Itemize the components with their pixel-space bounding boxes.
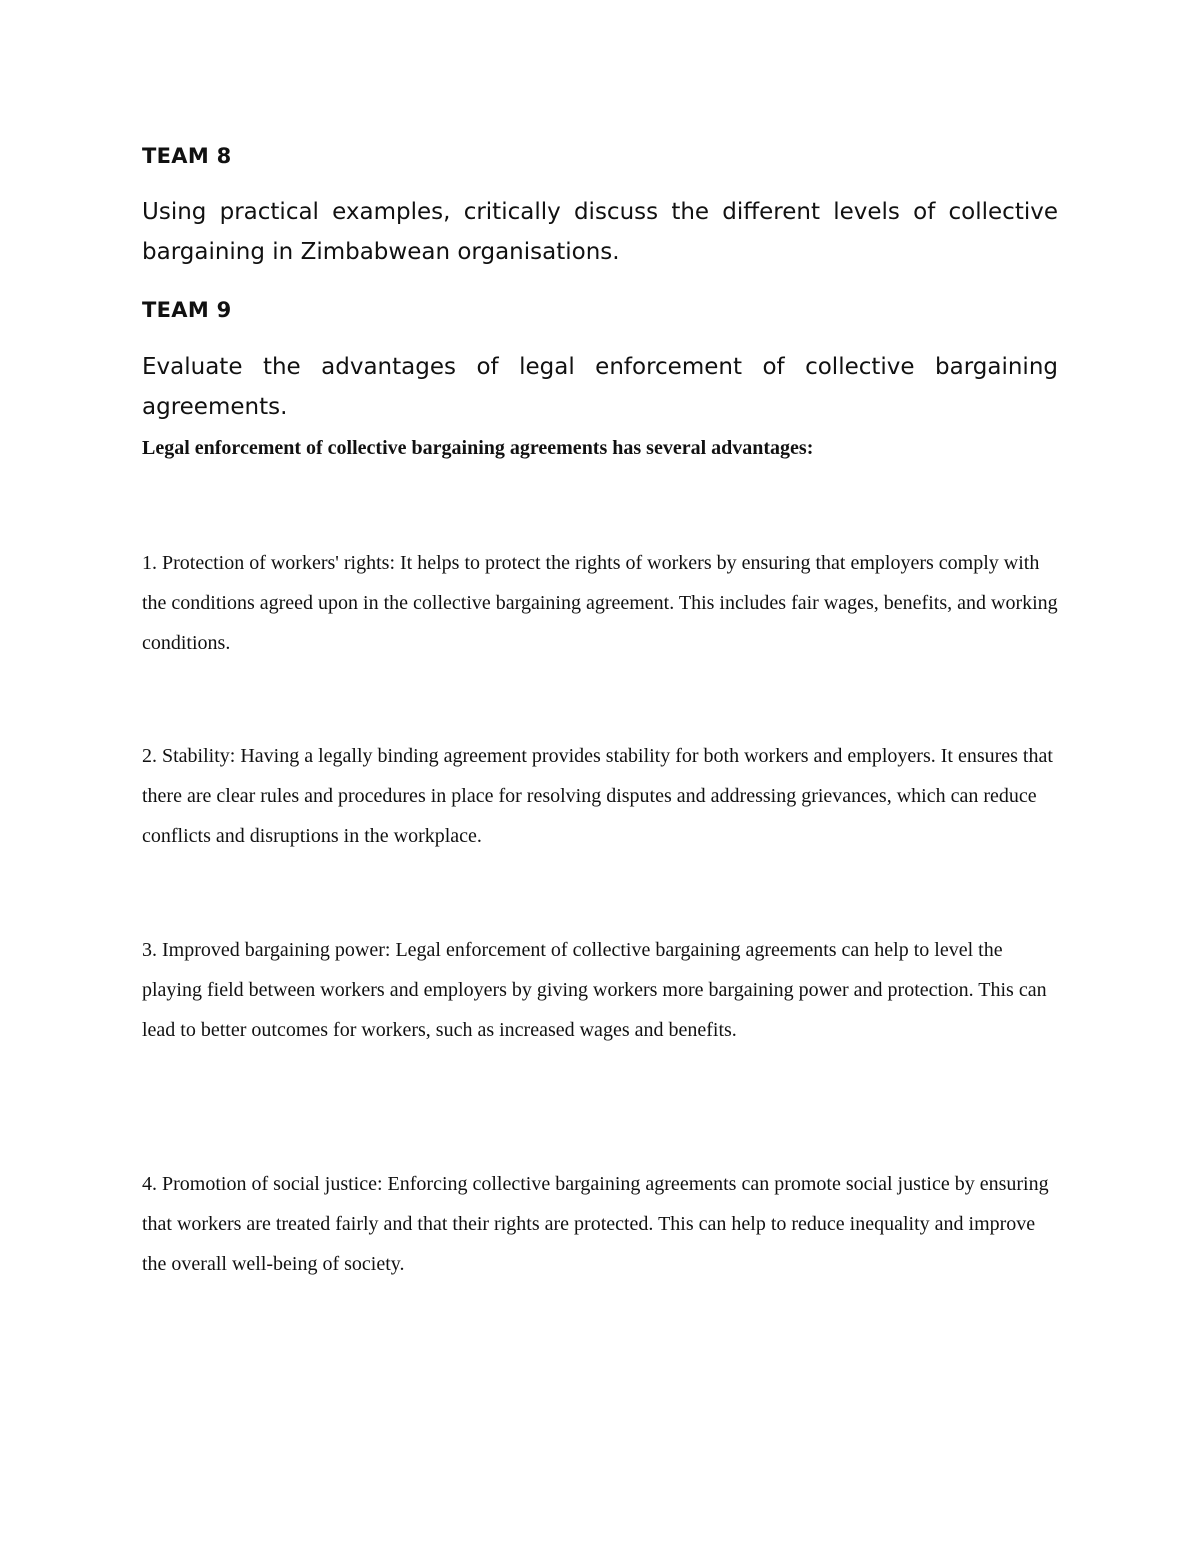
advantage-item-2: 2. Stability: Having a legally binding agreement provides stability for both workers and employers. It ensures that there are clear rules and procedures in place for resolving disputes and addressing grievances, which can reduce conflicts and disruptions in the workplace. <box>142 745 1053 847</box>
advantage-item-3: 3. Improved bargaining power: Legal enforcement of collective bargaining agreements can help to level the playing field between workers and employers by giving workers more bargaining power and protection. This can lead to better outcomes for workers, such as increased wages and benefits. <box>142 939 1047 1041</box>
answer-intro: Legal enforcement of collective bargaining agreements has several advantages: <box>142 437 814 459</box>
advantage-item-4: 4. Promotion of social justice: Enforcing collective bargaining agreements can promote social justice by ensuring that workers are treated fairly and that their rights are protected. This can help to reduce inequality and improve the overall well-being of society. <box>142 1173 1049 1275</box>
team-9-heading: TEAM 9 <box>142 298 232 322</box>
advantage-item-1: 1. Protection of workers' rights: It helps to protect the rights of workers by ensuring that employers comply with the conditions agreed upon in the collective bargaining agreement. This includes fair wages, benefits, and working conditions. <box>142 552 1058 654</box>
team-9-question: Evaluate the advantages of legal enforcement of collective bargaining agreements. <box>142 354 1058 420</box>
team-8-question: Using practical examples, critically discuss the different levels of collective bargaining in Zimbabwean organisations. <box>142 199 1058 265</box>
team-8-heading: TEAM 8 <box>142 144 232 168</box>
